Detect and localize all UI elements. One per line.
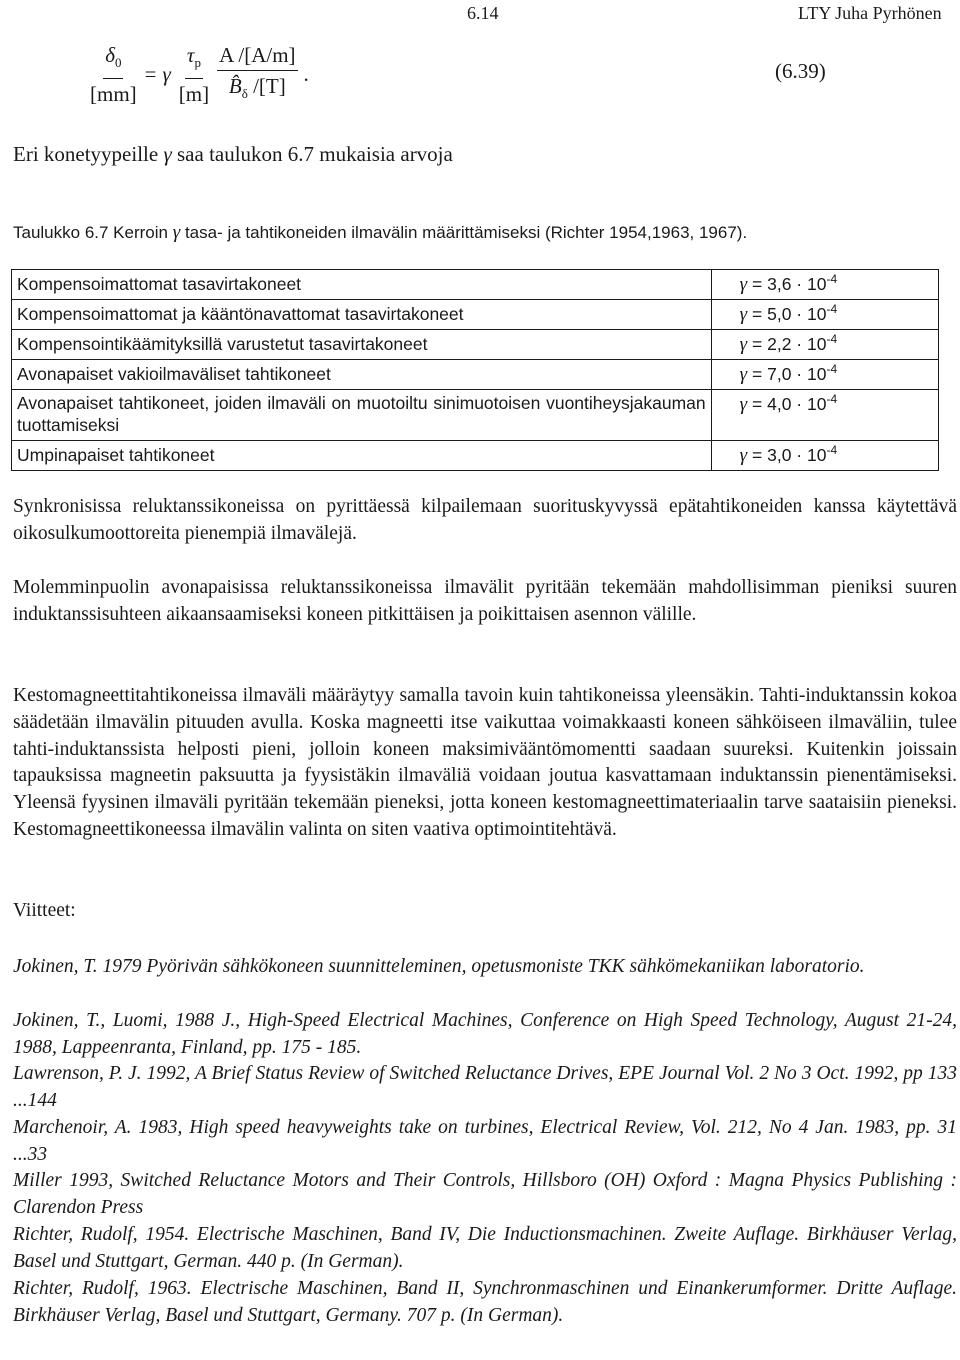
reference-item: Miller 1993, Switched Reluctance Motors and Their Controls, Hillsboro (OH) Oxford : Magna Physics Publishing : Clarendon Press — [13, 1170, 957, 1218]
caption-text-after: tasa- ja tahtikoneiden ilmavälin määrittämiseksi (Richter 1954,1963, 1967). — [184, 223, 748, 242]
b-unit: /[T] — [253, 74, 286, 98]
row-value: $\gamma = 5,0 \cdot 10^{-4}$ — [711, 300, 938, 330]
reference-item: Jokinen, T., Luomi, 1988 J., High-Speed Electrical Machines, Conference on High Speed Technology, August 21-24, 1988, Lappeenranta, Finland, pp. 175 - 185. — [13, 1010, 957, 1058]
gamma-table — [11, 269, 939, 471]
intro-gamma: γ — [163, 142, 172, 166]
tau-fraction — [177, 40, 211, 109]
reference-item: Marchenoir, A. 1983, High speed heavyweights take on turbines, Electrical Review, Vol. 212, No 4 Jan. 1983, pp. 31 ...33 — [13, 1117, 957, 1165]
b-subscript: δ — [241, 86, 248, 102]
table-row — [12, 441, 939, 471]
row-value: $\gamma = 7,0 \cdot 10^{-4}$ — [711, 360, 938, 390]
caption-text-before: Taulukko 6.7 Kerroin — [13, 223, 168, 242]
reference-item: Lawrenson, P. J. 1992, A Brief Status Review of Switched Reluctance Drives, EPE Journal Vol. 2 No 3 Oct. 1992, pp 133 ...144 — [13, 1063, 957, 1111]
row-description: Avonapaiset vakioilmaväliset tahtikoneet — [12, 360, 712, 390]
paragraph-permanent-magnet: Kestomagneettitahtikoneissa ilmaväli määräytyy samalla tavoin kuin tahtikoneissa yleensäkin. Tahti-induktanssin kokoa säädetään ilmavälin pituuden avulla. Koska magneetti itse vaikuttaa voimakkaasti koneen sähköiseen ilmaväliin, tulee tahti-induktanssista helposti pieni, jolloin koneen maksimivääntömomentti saadaan suureksi. Kuitenkin joissain tapauksissa magneetin paksuutta ja fyysistäkin ilmaväliä voidaan joutua kasvattamaan induktanssin pienentämiseksi. Yleensä fyysinen ilmaväli pyritään tekemään pieneksi, jotta koneen kestomagneettimateriaalin tarve saataisiin pieneksi. Kestomagneettikoneessa ilmavälin valinta on siten vaativa optimointitehtävä. — [13, 685, 957, 840]
table-row — [12, 390, 939, 441]
equation-number: (6.39) — [775, 59, 826, 83]
reference-item: Richter, Rudolf, 1963. Electrische Maschinen, Band II, Synchronmaschinen und Einankerumformer. Dritte Auflage. Birkhäuser Verlag, Basel und Stuttgart, Germany. 707 p. (In German). — [13, 1278, 957, 1326]
row-value: $\gamma = 3,0 \cdot 10^{-4}$ — [711, 441, 938, 471]
equation-period: . — [303, 62, 309, 87]
row-value: $\gamma = 4,0 \cdot 10^{-4}$ — [711, 390, 938, 441]
equals-sign: = — [144, 62, 157, 87]
lhs-unit: [mm] — [90, 82, 137, 107]
intro-text-after: saa taulukon 6.7 mukaisia arvoja — [177, 142, 453, 166]
row-description: Umpinapaiset tahtikoneet — [12, 441, 712, 471]
gamma-symbol: γ — [162, 62, 171, 87]
caption-gamma: γ — [172, 222, 181, 243]
table-row — [12, 330, 939, 360]
b-hat-symbol: B̂ — [228, 74, 242, 98]
tau-symbol: τ — [186, 43, 195, 67]
row-description: Kompensoimattomat ja kääntönavattomat tasavirtakoneet — [12, 300, 712, 330]
table-row — [12, 360, 939, 390]
intro-sentence — [13, 142, 453, 167]
table-row — [12, 270, 939, 300]
author-header: LTY Juha Pyrhönen — [798, 3, 942, 23]
reference-item: Jokinen, T. 1979 Pyörivän sähkökoneen suunnitteleminen, opetusmoniste TKK sähkömekaniikan laboratorio. — [13, 956, 865, 977]
a-over-b-fraction — [217, 40, 297, 109]
a-numerator: A /[A/m] — [217, 40, 297, 71]
page-number: 6.14 — [467, 3, 499, 23]
paragraph-synchronous-reluctance: Synkronisissa reluktanssikoneissa on pyrittäessä kilpailemaan suorituskyvyssä epätahtikoneiden kanssa käytettävä oikosulkumoottoreita pienempiä ilmavälejä. — [13, 496, 957, 544]
tau-subscript: p — [194, 55, 201, 71]
reference-item: Richter, Rudolf, 1954. Electrische Maschinen, Band IV, Die Inductionsmachinen. Zweite Auflage. Birkhäuser Verlag, Basel und Stuttgart, German. 440 p. (In German). — [13, 1224, 957, 1272]
references-heading: Viitteet: — [13, 900, 76, 921]
table-caption — [13, 222, 747, 244]
row-description: Kompensoimattomat tasavirtakoneet — [12, 270, 712, 300]
delta-subscript: 0 — [114, 55, 122, 71]
intro-text-before: Eri konetyypeille — [13, 142, 159, 166]
paragraph-salient-pole: Molemminpuolin avonapaisissa reluktanssikoneissa ilmavälit pyritään tekemään mahdollisimman pieniksi suuren induktanssisuhteen aikaansaamiseksi koneen pitkittäisen ja poikittaisen asennon välille. — [13, 577, 957, 625]
delta-symbol: δ — [105, 43, 115, 67]
table-row — [12, 300, 939, 330]
row-value: $\gamma = 3,6 \cdot 10^{-4}$ — [711, 270, 938, 300]
lhs-fraction — [88, 40, 139, 109]
row-description: Kompensointikäämityksillä varustetut tasavirtakoneet — [12, 330, 712, 360]
tau-unit: [m] — [178, 82, 210, 107]
row-description: Avonapaiset tahtikoneet, joiden ilmaväli on muotoiltu sinimuotoisen vuontiheysjakauman tuottamiseksi — [12, 390, 712, 441]
row-value: $\gamma = 2,2 \cdot 10^{-4}$ — [711, 330, 938, 360]
equation-6-39 — [88, 40, 309, 109]
